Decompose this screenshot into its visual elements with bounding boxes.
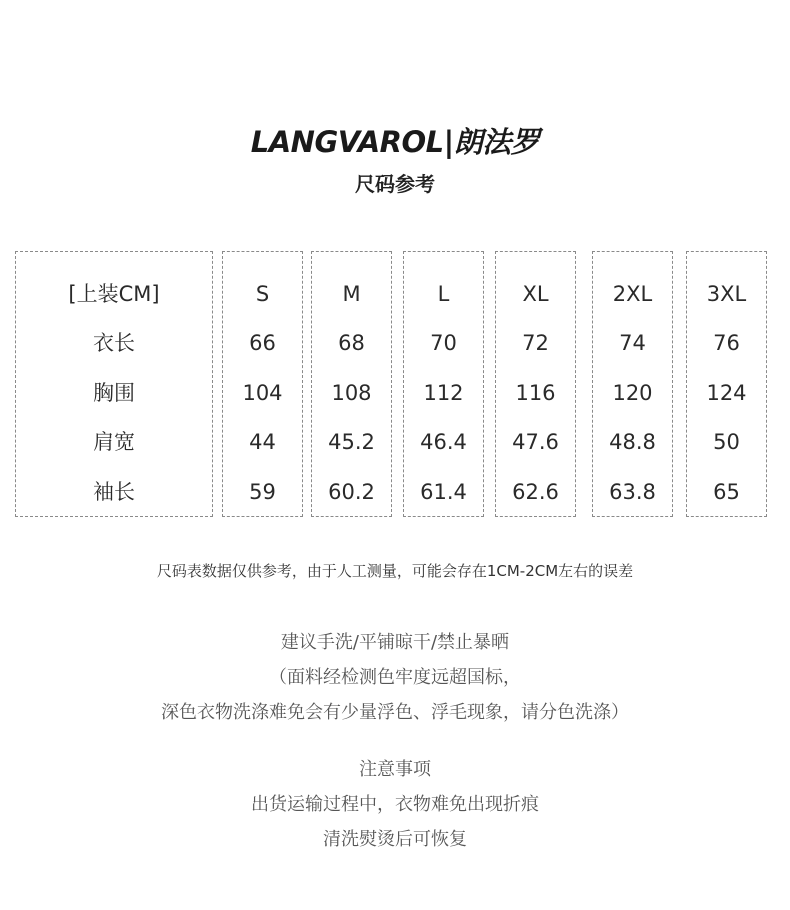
size-value: 124 — [706, 381, 747, 405]
label-sleeve: 袖长 — [93, 480, 135, 504]
size-value: 66 — [249, 331, 276, 355]
size-name: 3XL — [706, 282, 747, 306]
notice-line-2: 清洗熨烫后可恢复 — [323, 829, 467, 850]
size-value: 61.4 — [420, 480, 467, 504]
size-value: 70 — [430, 331, 457, 355]
size-value: 116 — [515, 381, 556, 405]
size-column-m — [311, 251, 392, 517]
size-value: 112 — [423, 381, 464, 405]
size-name: XL — [522, 282, 549, 306]
size-name: M — [342, 282, 361, 306]
size-value: 104 — [242, 381, 283, 405]
notice-line-1: 出货运输过程中，衣物难免出现折痕 — [251, 794, 539, 815]
label-shoulder: 肩宽 — [93, 430, 135, 454]
size-column-2xl — [592, 251, 673, 517]
care-line-2: （面料经检测色牢度远超国标， — [269, 667, 521, 688]
label-chest: 胸围 — [93, 381, 135, 405]
size-value: 60.2 — [328, 480, 375, 504]
size-value: 65 — [713, 480, 740, 504]
label-header: [上装CM] — [68, 282, 160, 306]
label-length: 衣长 — [93, 331, 135, 355]
size-column-3xl — [686, 251, 767, 517]
size-value: 120 — [612, 381, 653, 405]
care-line-1: 建议手洗/平铺晾干/禁止暴晒 — [280, 632, 510, 653]
size-name: 2XL — [612, 282, 653, 306]
size-value: 63.8 — [609, 480, 656, 504]
size-value: 108 — [331, 381, 372, 405]
size-column-s — [222, 251, 303, 517]
size-value: 45.2 — [328, 430, 375, 454]
size-column-l — [403, 251, 484, 517]
size-value: 46.4 — [420, 430, 467, 454]
size-value: 74 — [619, 331, 646, 355]
size-value: 44 — [249, 430, 276, 454]
size-value: 72 — [522, 331, 549, 355]
size-name: L — [437, 282, 450, 306]
size-value: 62.6 — [512, 480, 559, 504]
size-value: 50 — [713, 430, 740, 454]
size-value: 68 — [338, 331, 365, 355]
measurement-note: 尺码表数据仅供参考，由于人工测量，可能会存在1CM-2CM左右的误差 — [156, 562, 634, 580]
notice-title: 注意事项 — [359, 759, 431, 780]
size-value: 76 — [713, 331, 740, 355]
size-value: 48.8 — [609, 430, 656, 454]
care-line-3: 深色衣物洗涤难免会有少量浮色、浮毛现象，请分色洗涤） — [161, 702, 629, 723]
size-name: S — [255, 282, 270, 306]
page-subtitle: 尺码参考 — [355, 172, 435, 196]
size-column-xl — [495, 251, 576, 517]
size-value: 59 — [249, 480, 276, 504]
brand-title: LANGVAROL|朗法罗 — [250, 125, 540, 159]
size-label-column — [15, 251, 213, 517]
size-value: 47.6 — [512, 430, 559, 454]
